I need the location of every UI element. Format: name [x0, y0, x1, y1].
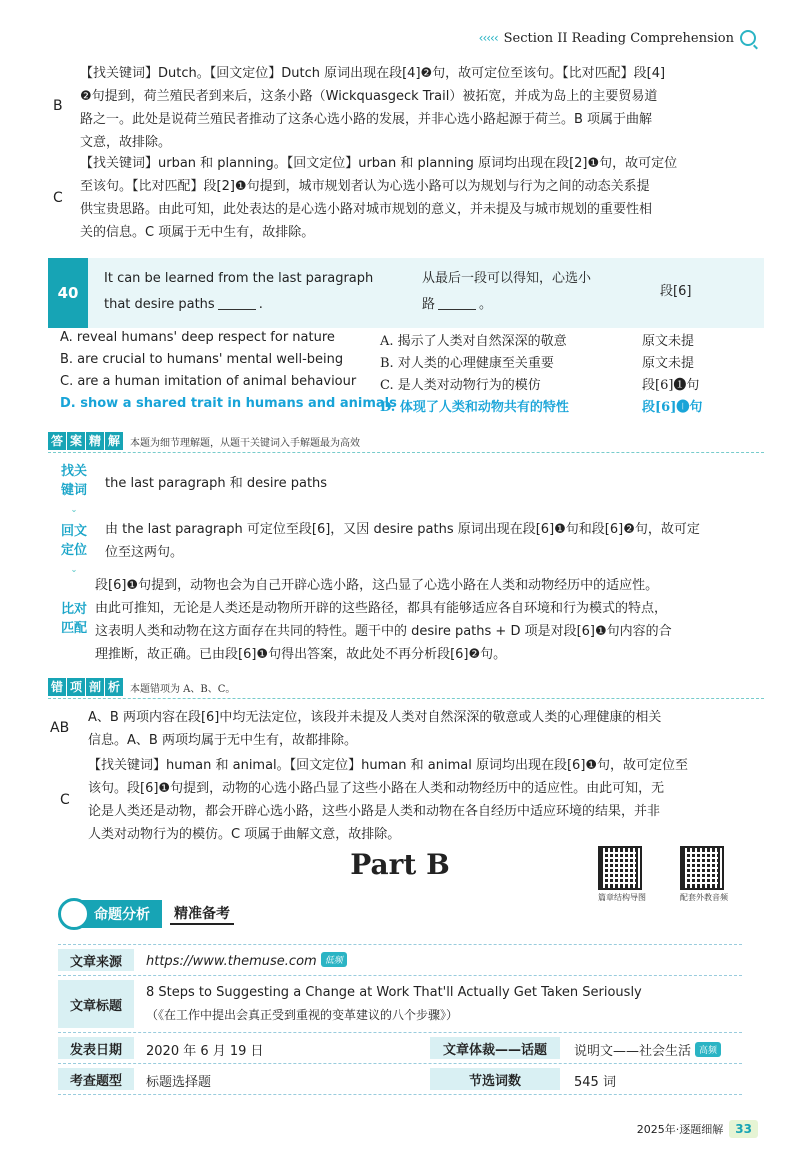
text-line: 【找关键词】urban 和 planning。【回文定位】urban 和 planning 原词均出现在段[2]❶句，故可定位: [80, 156, 678, 171]
stem-end: 。: [479, 297, 493, 312]
blank-line: [438, 295, 476, 310]
wrong-note: 本题错项为 A、B、C。: [130, 683, 236, 695]
option-pos: 原文未提: [642, 334, 695, 349]
source-url: https://www.themuse.com: [146, 954, 317, 969]
text-line: 关的信息。C 项属于无中生有，故排除。: [80, 225, 315, 240]
question-stem-zh: [422, 266, 654, 318]
label-line: 键词: [60, 483, 87, 498]
option-row: [60, 352, 760, 374]
option-row: [60, 330, 760, 352]
blank-line: [218, 295, 256, 310]
analysis-title: 命题分析: [76, 900, 162, 928]
tag-char: 案: [67, 432, 85, 450]
tag-char: 项: [67, 678, 85, 696]
title-zh: （《在工作中提出会真正受到重视的变革建议的八个步骤》）: [146, 1008, 459, 1022]
text-line: A、B 两项内容在段[6]中均无法定位，该段并未提及人类对自然深深的敬意或人类的心理健康的相关: [88, 710, 662, 725]
option-zh: A. 揭示了人类对自然深深的敬意: [380, 334, 567, 349]
search-icon: [58, 898, 90, 930]
option-en: B. are crucial to humans' mental well-being: [60, 352, 344, 367]
question-number: 40: [48, 258, 88, 328]
question-box: [48, 258, 764, 328]
option-ab-letter: AB: [50, 720, 70, 736]
option-pos: 段[6]❶句: [642, 400, 703, 415]
stem-end: .: [258, 297, 263, 312]
search-icon: [740, 30, 756, 46]
text-line: 【找关键词】Dutch。【回文定位】Dutch 原词出现在段[4]❷句，故可定位至该句。【比对匹配】段[4]: [80, 66, 666, 81]
question-position: 段[6]: [660, 284, 692, 299]
row-label: 文章标题: [58, 980, 134, 1028]
options-list: [60, 330, 760, 418]
option-zh: C. 是人类对动物行为的模仿: [380, 378, 541, 393]
tag-char: 精: [86, 432, 104, 450]
running-header: [479, 30, 756, 46]
text-line: 由此可推知，无论是人类还是动物所开辟的这些路径，都具有能够适应各自环境和行为模式的特点，: [95, 601, 668, 616]
option-zh: D. 体现了人类和动物共有的特性: [380, 400, 569, 415]
step-label-locate: [52, 522, 96, 579]
stem-text: that desire paths: [104, 297, 215, 312]
text-line: 理推断，故正确。已由段[6]❶句得出答案，故此处不再分析段[6]❷句。: [95, 647, 507, 662]
analysis-subtitle: 精准备考: [170, 903, 234, 925]
section-title: Section II Reading Comprehension: [503, 30, 734, 46]
page-footer: [637, 1120, 758, 1138]
qr-caption: 配套外教音频: [680, 893, 728, 902]
option-zh: B. 对人类的心理健康至关重要: [380, 356, 554, 371]
row-label: 文章来源: [58, 949, 134, 971]
table-row: [58, 1063, 742, 1095]
step-find-text: [105, 472, 765, 495]
qr-audio[interactable]: [680, 846, 724, 890]
title-en: 8 Steps to Suggesting a Change at Work That'll Actually Get Taken Seriously: [146, 985, 642, 1000]
option-c-analysis: [80, 152, 770, 244]
option-en: D. show a shared trait in humans and animals: [60, 396, 397, 411]
row-label: 文章体裁——话题: [430, 1037, 560, 1059]
label-line: 回文: [60, 524, 87, 539]
option-b-letter: B: [53, 98, 63, 114]
tag-char: 解: [105, 432, 123, 450]
chevron-down-icon: ⌄: [70, 505, 78, 514]
info-table: [58, 944, 742, 1095]
stem-line: 从最后一段可以得知，心选小: [422, 271, 592, 286]
row-label: 发表日期: [58, 1037, 134, 1059]
wrong-header: [48, 676, 764, 699]
answer-tag: [48, 432, 124, 450]
row-value: 2020 年 6 月 19 日: [146, 1044, 264, 1059]
text-line: 这表明人类和动物在这方面存在共同的特性。题干中的 desire paths + D 项是对段[6]❶句内容的合: [95, 624, 672, 639]
frequency-badge: 低频: [321, 952, 347, 967]
row-value: 545 词: [574, 1075, 616, 1090]
row-label: 考查题型: [58, 1068, 134, 1090]
option-c2-letter: C: [60, 792, 70, 808]
page-number: 33: [729, 1120, 758, 1138]
tag-char: 剖: [86, 678, 104, 696]
qr-code-icon: [598, 846, 642, 890]
tag-char: 析: [105, 678, 123, 696]
text-line: 至该句。【比对匹配】段[2]❶句提到，城市规划者认为心选小路可以为规划与行为之间的动态关系提: [80, 179, 650, 194]
text-line: 由 the last paragraph 可定位至段[6]，又因 desire paths 原词出现在段[6]❶句和段[6]❷句，故可定: [105, 522, 700, 537]
option-en: C. are a human imitation of animal behaviour: [60, 374, 357, 389]
text-line: 【找关键词】human 和 animal。【回文定位】human 和 animal 原词均出现在段[6]❶句，故可定位至: [88, 758, 689, 773]
stem-line-2: [104, 292, 404, 318]
wrong-tag: [48, 678, 124, 696]
step-locate-text: [105, 518, 765, 564]
tag-char: 答: [48, 432, 66, 450]
table-row: [58, 944, 742, 975]
label-line: 匹配: [60, 621, 87, 636]
text-line: 论是人类还是动物，都会开辟心选小路，这些小路是人类和动物在各自经历中适应环境的结果，并非: [88, 804, 661, 819]
row-value: [146, 982, 642, 1026]
stem-line-2: [422, 292, 654, 318]
frequency-badge: 高频: [695, 1042, 721, 1057]
option-c-letter: C: [53, 190, 63, 206]
text-line: 文意，故排除。: [80, 135, 172, 150]
qr-caption: 篇章结构导图: [598, 893, 646, 902]
row-value: [146, 952, 347, 969]
option-ab-analysis: [88, 706, 768, 752]
text-line: 供宝贵思路。由此可知，此处表达的是心选小路对城市规划的意义，并未提及与城市规划的重要性相: [80, 202, 653, 217]
stem-text: 路: [422, 297, 436, 312]
option-row: [60, 374, 760, 396]
step-match-text: [95, 574, 765, 666]
table-row: [58, 1032, 742, 1063]
row-label: 节选词数: [430, 1068, 560, 1090]
footer-text: 2025年·逐题细解: [636, 1123, 724, 1136]
answer-header: [48, 430, 764, 453]
option-c2-analysis: [88, 754, 768, 846]
text-line: 信息。A、B 两项均属于无中生有，故都排除。: [88, 733, 357, 748]
question-stem-en: [104, 266, 404, 318]
genre-value: 说明文——社会生活: [574, 1044, 692, 1059]
table-row: [58, 975, 742, 1032]
chevron-down-icon: ⌄: [70, 565, 78, 574]
analysis-banner: [58, 898, 234, 930]
text-line: 路之一。此处是说荷兰殖民者推动了这条心选小路的发展，并非心选小路起源于荷兰。B 项属于曲解: [80, 112, 653, 127]
option-row-correct: [60, 396, 760, 418]
text-line: the last paragraph 和 desire paths: [105, 476, 328, 491]
step-label-match: [52, 600, 96, 638]
row-value: 标题选择题: [146, 1075, 212, 1090]
stem-line: It can be learned from the last paragraph: [104, 271, 374, 286]
tag-char: 错: [48, 678, 66, 696]
row-value: [574, 1040, 721, 1059]
answer-note: 本题为细节理解题，从题干关键词入手解题最为高效: [130, 437, 360, 449]
label-line: 定位: [60, 543, 87, 558]
option-pos: 原文未提: [642, 356, 695, 371]
text-line: 段[6]❶句提到，动物也会为自己开辟心选小路，这凸显了心选小路在人类和动物经历中的适应性。: [95, 578, 659, 593]
label-line: 找关: [60, 464, 87, 479]
arrow-decoration: ‹‹‹‹‹: [478, 31, 498, 45]
qr-code-icon: [680, 846, 724, 890]
part-b-title: Part B: [350, 848, 450, 881]
option-en: A. reveal humans' deep respect for nature: [60, 330, 335, 345]
label-line: 比对: [60, 602, 87, 617]
option-b-analysis: [80, 62, 770, 154]
qr-structure[interactable]: [598, 846, 642, 890]
option-pos: 段[6]❶句: [642, 378, 700, 393]
text-line: ❷句提到，荷兰殖民者到来后，这条小路（Wickquasgeck Trail）被拓宽，并成为岛上的主要贸易道: [80, 89, 658, 104]
text-line: 人类对动物行为的模仿。C 项属于曲解文意，故排除。: [88, 827, 401, 842]
text-line: 该句。段[6]❶句提到，动物的心选小路凸显了这些小路在人类和动物经历中的适应性。由此可知，无: [88, 781, 665, 796]
text-line: 位至这两句。: [105, 545, 184, 560]
step-label-find: [52, 462, 96, 519]
